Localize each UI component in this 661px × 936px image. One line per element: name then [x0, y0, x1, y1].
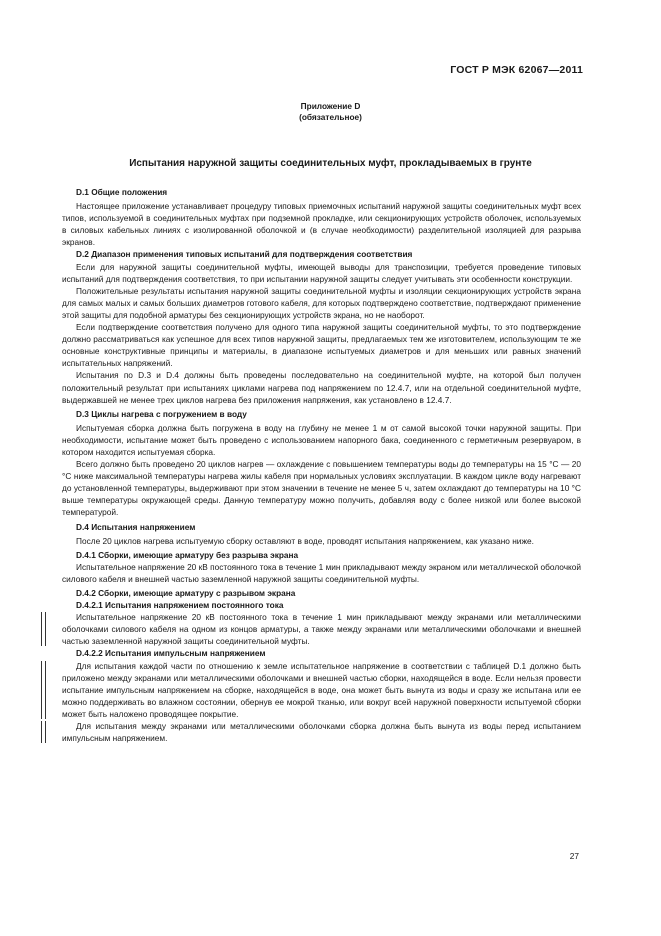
paragraph: Всего должно быть проведено 20 циклов нагрев — охлаждение с повышением температуры воды до температуры на 15 °С — 20 °С ниже максимальной температуры нагрева жилы кабеля при нормальных условиях эксплуатации. В каждом цикле воду нагревают до установленной температуры, выдерживают при этом значении в течение не менее 5 ч, затем охлаждают до температуры на 10 °С выше температуры окружающей среды. Данную температуру можно получить, добавляя воду с более низкой или более высокой температурой.: [62, 459, 581, 518]
annex-title: Испытания наружной защиты соединительных муфт, прокладываемых в грунте: [129, 158, 532, 169]
section-heading-d2: D.2 Диапазон применения типовых испытаний для подтверждения соответствия: [76, 249, 413, 260]
paragraph: Если для наружной защиты соединительной муфты, имеющей выводы для транспозиции, требуется проведение типовых испытаний для подтверждения соответствия, то при испытании наружной защиты следует учитывать эти особенности конструкции.: [62, 261, 581, 284]
subsection-heading-d422: D.4.2.2 Испытания импульсным напряжением: [76, 648, 266, 659]
paragraph: Испытательное напряжение 20 кВ постоянного тока в течение 1 мин прикладывают между экраном или металлической оболочкой силового кабеля и внешней частью заземленной наружной защиты соединительной муфты.: [62, 561, 581, 584]
paragraph: Настоящее приложение устанавливает процедуру типовых приемочных испытаний наружной защиты соединительных муфт всех типов, используемой в соединительных муфтах при подземной прокладке, или секционирующих устройств оболочек, используемых в силовых кабельных линиях с изолированной оболочкой и (в случае необходимости) разделительной изоляцией для разрыва экранов.: [62, 201, 581, 248]
subsection-heading-d42: D.4.2 Сборки, имеющие арматуру с разрывом экрана: [76, 588, 296, 598]
page-number: 27: [569, 851, 579, 861]
subsection-heading-d421: D.4.2.1 Испытания напряжением постоянного тока: [76, 600, 284, 611]
section-heading-d4: D.4 Испытания напряжением: [76, 521, 196, 532]
document-body: [62, 186, 581, 744]
paragraph: Испытуемая сборка должна быть погружена в воду на глубину не менее 1 м от самой высокой точки наружной защиты. При необходимости, испытание может быть проведено с использованием напорного бака, соединенного с герметичным резервуаром, в котором находится испытуемая сборка.: [62, 422, 581, 457]
section-heading-d3: D.3 Циклы нагрева с погружением в воду: [76, 408, 247, 419]
annex-label: Приложение D: [300, 101, 361, 111]
standard-designation: ГОСТ Р МЭК 62067—2011: [450, 64, 583, 76]
paragraph: Если подтверждение соответствия получено для одного типа наружной защиты соединительной муфты, то это подтверждение должно рассматриваться как успешное для всех типов наружной защиты, предлагаемых тем же изготовителем, использующим те же основные конструктивные принципы и материалы, в диапазоне испытуемых диаметров и для меньших или равных значений испытательных напряжений.: [62, 322, 581, 369]
paragraph: Положительные результаты испытания наружной защиты соединительной муфты и изоляции секционирующих устройств экрана для самых малых и самых больших диаметров готового кабеля, для которых подтверждено соответствие, подтверждают применение этой защиты для подобной арматуры без секционирующих устройств экрана, но не наоборот.: [62, 285, 582, 320]
revised-paragraph: Испытательное напряжение 20 кВ постоянного тока в течение 1 мин прикладывают между экранами или металлическими оболочками силового кабеля на одном из концов арматуры, а также между экранами или металлическими оболочками и внешней частью заземленной наружной защиты соединительной муфты.: [62, 612, 581, 647]
paragraph: Испытания по D.3 и D.4 должны быть проведены последовательно на соединительной муфте, на которой был получен положительный результат при испытаниях циклами нагрева под напряжением по 12.4.7, или на отдельной соединительной муфте, выдержавшей не менее трех циклов нагрева без приложения напряжения, как установлено в 12.4.7.: [62, 370, 581, 405]
subsection-heading-d41: D.4.1 Сборки, имеющие арматуру без разрыва экрана: [76, 549, 299, 560]
annex-status: (обязательное): [299, 112, 362, 122]
revised-paragraph: Для испытания между экранами или металлическими оболочками сборка должна быть вынута из воды перед испытанием импульсным напряжением.: [62, 721, 581, 744]
section-heading-d1: D.1 Общие положения: [76, 187, 168, 197]
revised-paragraph: Для испытания каждой части по отношению к земле испытательное напряжение в соответствии с таблицей D.1 должно быть приложено между экранами или металлическими оболочками и внешней частью сборки, находящейся в воде. Если нельзя провести испытание импульсным напряжением на сборке, находящейся в воде, она может быть вынута из воды и сразу же испытана или ее можно поддерживать во влажном состоянии, обернув ее мокрой тканью, или вокруг всей наружной поверхности испытуемой сборки может быть наложено проводящее покрытие.: [62, 660, 581, 719]
paragraph: После 20 циклов нагрева испытуемую сборку оставляют в воде, проводят испытания напряжением, как указано ниже.: [76, 535, 534, 546]
